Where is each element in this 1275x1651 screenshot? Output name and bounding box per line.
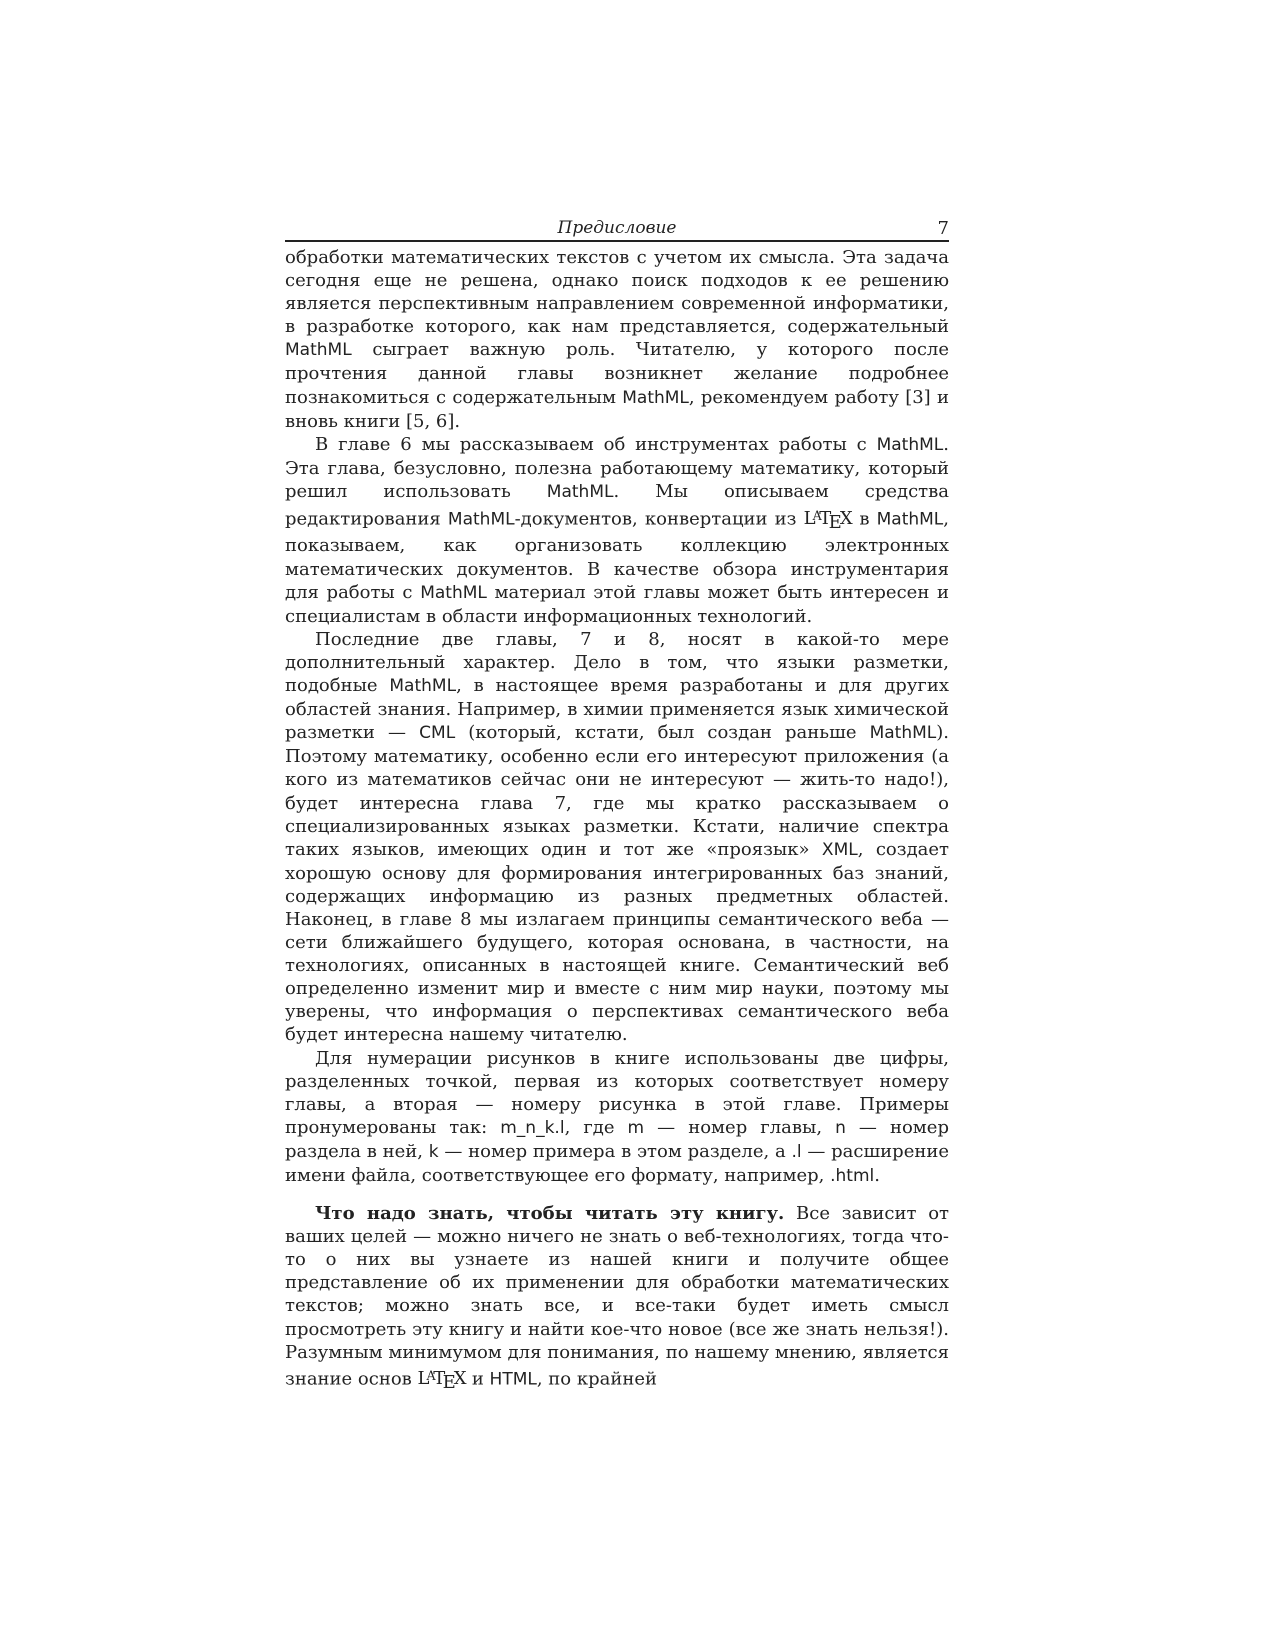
text-run: . Мы описываем средства редактирования bbox=[285, 480, 949, 530]
term-k: k bbox=[428, 1141, 439, 1162]
text-run: . bbox=[874, 1165, 880, 1187]
text-run: сыграет важную роль. Читателю, у которого после прочтения данной главы возникнет желание подробнее познакомиться с содержательным bbox=[285, 339, 949, 408]
text-run: -документов, конвертации из bbox=[514, 508, 804, 530]
paragraph-1 bbox=[285, 246, 949, 433]
term-ext-l: .l bbox=[791, 1141, 802, 1162]
paragraph-2 bbox=[285, 433, 949, 628]
latex-letter: T bbox=[819, 508, 831, 530]
term-mathml: MathML bbox=[389, 676, 457, 697]
term-mathml: MathML bbox=[869, 723, 937, 744]
term-filename: m_n_k.l bbox=[500, 1117, 565, 1138]
latex-letter: L bbox=[417, 1368, 429, 1390]
term-xml: XML bbox=[821, 839, 858, 860]
latex-letter: X bbox=[453, 1368, 467, 1390]
text-run: ). Поэтому математику, особенно если его интересуют приложения (а кого из математиков сейчас они не интересуют — жить-то надо!), будет интересна глава 7, где мы кратко рассказываем о специализированных языках разметки. Кстати, наличие спектра таких языков, имеющих один и тот же «проязык» bbox=[285, 722, 949, 860]
latex-letter: E bbox=[442, 1372, 456, 1394]
term-mathml: MathML bbox=[622, 387, 689, 408]
latex-letter: L bbox=[803, 508, 816, 530]
text-run: материал этой главы может быть интересен и специалистам в области информационных технологий. bbox=[285, 581, 949, 627]
text-run: Последние две главы, 7 и 8, носят в какой-то мере дополнительный характер. Дело в том, что языки разметки, подобные bbox=[285, 628, 949, 697]
text-run: Для нумерации рисунков в книге использованы две цифры, разделенных точкой, первая из которых соответствует номеру главы, а вторая — номеру рисунка в этой главе. Примеры пронумерованы так: bbox=[285, 1047, 949, 1138]
term-m: m bbox=[627, 1117, 645, 1138]
running-header bbox=[285, 210, 949, 242]
term-html: HTML bbox=[489, 1369, 537, 1390]
term-n: n bbox=[835, 1117, 846, 1138]
text-run: — номер примера в этом разделе, а bbox=[438, 1140, 792, 1162]
latex-letter: A bbox=[812, 508, 822, 524]
text-run: , рекомендуем работу [3] и вновь книги [5, 6]. bbox=[285, 386, 949, 432]
term-mathml: MathML bbox=[876, 509, 944, 530]
term-ext-html: .html bbox=[830, 1166, 875, 1187]
text-run: , где bbox=[564, 1116, 628, 1138]
text-run: , показываем, как организовать коллекцию электронных математических документов. В качестве обзора инструментария для работы с bbox=[285, 508, 950, 603]
text-run: в bbox=[852, 508, 877, 530]
paragraph-4 bbox=[285, 1047, 949, 1189]
book-page bbox=[285, 210, 949, 1394]
text-run: — номер главы, bbox=[644, 1116, 836, 1138]
latex-letter: E bbox=[828, 512, 842, 534]
text-run: — номер раздела в ней, bbox=[285, 1116, 949, 1162]
text-run: Все зависит от ваших целей — можно ничего не знать о веб-технологиях, тогда что-то о них вы узнаете из нашей книги и получите общее представление об их применении для обработки математических текстов; можно знать все, и все-таки будет иметь смысл просмотреть эту книгу и найти кое-что новое (все же знать нельзя!). Разумным минимумом для понимания, по нашему мнению, является знание основ bbox=[285, 1203, 949, 1390]
latex-logo bbox=[803, 508, 853, 534]
term-mathml: MathML bbox=[420, 582, 487, 603]
text-run: , создает хорошую основу для формирования интегрированных баз знаний, содержащих информацию из разных предметных областей. Наконец, в главе 8 мы излагаем принципы семантического веба — сети ближайшего будущего, которая основана, в частности, на технологиях, описанных в настоящей книге. Семантический веб определенно изменит мир и вместе с ним мир науки, поэтому мы уверены, что информация о перспективах семантического веба будет интересна нашему читателю. bbox=[285, 838, 949, 1046]
term-mathml: MathML bbox=[546, 481, 614, 502]
page-number: 7 bbox=[937, 218, 949, 239]
text-run: , в настоящее время разработаны и для других областей знания. Например, в химии применяется язык химической разметки — bbox=[285, 675, 949, 744]
latex-letter: A bbox=[426, 1367, 436, 1383]
text-run: и bbox=[466, 1368, 490, 1390]
text-run: — расширение имени файла, соответствующее его формату, например, bbox=[285, 1140, 949, 1187]
text-run: В главе 6 мы рассказываем об инструментах работы с bbox=[315, 433, 877, 455]
paragraph-3 bbox=[285, 628, 949, 1047]
term-mathml: MathML bbox=[876, 434, 944, 455]
text-run: (который, кстати, был создан раньше bbox=[455, 722, 870, 744]
paragraph-lead: Что надо знать, чтобы читать эту книгу. bbox=[315, 1203, 785, 1225]
page-body bbox=[285, 246, 949, 1394]
term-cml: CML bbox=[419, 723, 456, 744]
latex-logo bbox=[417, 1367, 467, 1394]
latex-letter: T bbox=[433, 1368, 445, 1390]
text-run: . Эта глава, безусловно, полезна работающему математику, который решил использовать bbox=[285, 433, 949, 502]
term-mathml: MathML bbox=[285, 340, 352, 361]
term-mathml: MathML bbox=[447, 509, 515, 530]
text-run: , по крайней bbox=[536, 1368, 658, 1390]
latex-letter: X bbox=[839, 508, 853, 530]
text-run: обработки математических текстов с учетом их смысла. Эта задача сегодня еще не решена, однако поиск подходов к ее решению является перспективным направлением современной информатики, в разработке которого, как нам представляется, содержательный bbox=[285, 247, 949, 338]
running-title: Предисловие bbox=[557, 218, 677, 238]
paragraph-5 bbox=[285, 1202, 949, 1394]
